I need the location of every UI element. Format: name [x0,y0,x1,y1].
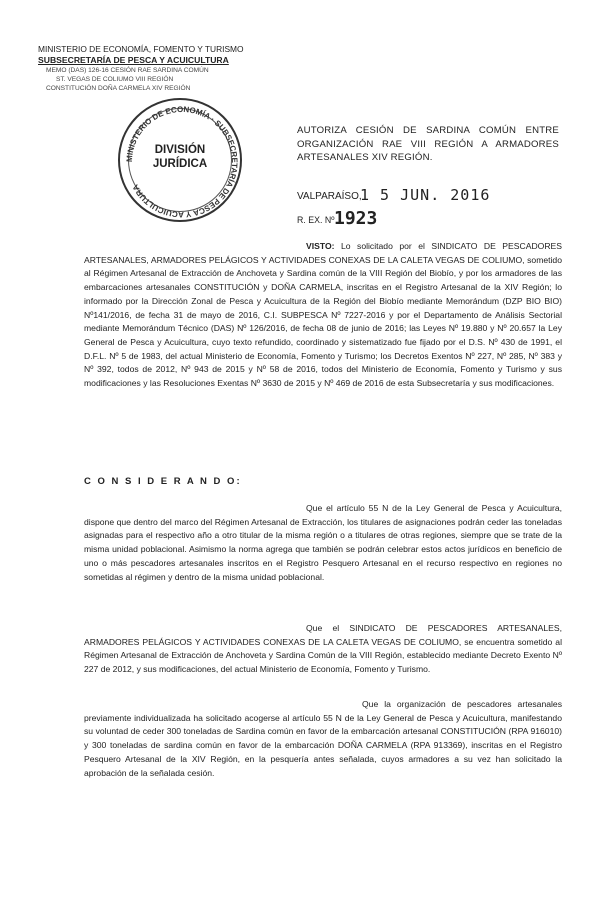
division-juridica-stamp [118,98,242,222]
reference-line-3: CONSTITUCIÓN DOÑA CARMELA XIV REGIÓN [46,85,191,92]
resolution-subject: AUTORIZA CESIÓN DE SARDINA COMÚN ENTRE ORGANIZACIÓN RAE VIII REGIÓN A ARMADORES ARTESANALES XIV REGIÓN. [297,125,559,163]
rex-number: 1923 [334,208,378,229]
letterhead [38,44,244,93]
ministry-name: MINISTERIO DE ECONOMÍA, FOMENTO Y TURISMO [38,44,244,54]
considerando-heading: C O N S I D E R A N D O: [84,476,242,487]
stamp-line-1: DIVISIÓN [154,144,206,156]
paragraph-2-text: Que el SINDICATO DE PESCADORES ARTESANALES, ARMADORES PELÁGICOS Y ACTIVIDADES CONEXAS DE LA CALETA VEGAS DE COLIUMO, se encuentra sometido al Régimen Artesanal de Extracción de Anchoveta y Sardina Común de la VIII Región, establecido mediante Decreto Exento Nº 227 de 2012, y sus modificaciones, del actual Ministerio de Economía, Fomento y Turismo. [84,623,562,675]
subsecretaria-name: SUBSECRETARÍA DE PESCA Y ACUICULTURA [38,55,229,65]
considerando-paragraph-1 [84,502,562,584]
date-stamp: 1 5 JUN. 2016 [360,186,491,204]
visto-text: Lo solicitado por el SINDICATO DE PESCADORES ARTESANALES, ARMADORES PELÁGICOS Y ACTIVIDADES CONEXAS DE LA CALETA VEGAS DE COLIUMO, sometido al Régimen Artesanal de Extracción de Anchoveta y Sardina común de la VIII Región del Biobío, y por los armadores de las embarcaciones artesanales CONSTITUCIÓN y DOÑA CARMELA, inscritas en el Registro Artesanal de la XIV Región; lo informado por la Dirección Zonal de Pesca y Acuicultura de la Región del Biobío mediante Memorándum (DZP BIO BIO) Nº141/2016, de fecha 31 de mayo de 2016, C.I. SUBPESCA Nº 7227-2016 y por el Departamento de Análisis Sectorial mediante Memorándum Técnico (DAS) Nº 126/2016, de fecha 08 de junio de 2016; las Leyes Nº 19.880 y Nº 20.657 la Ley General de Pesca y Acuicultura, cuyo texto refundido, coordinado y sistematizado fue fijado por el D.S. Nº 430 de 1991, el D.F.L. Nº 5 de 1983, del actual Ministerio de Economía, Fomento y Turismo; los Decretos Exentos Nº 227, Nº 285, Nº 383 y Nº 392, todos de 2012, Nº 943 de 2015 y Nº 58 de 2016, todos del Ministerio de Economía, Fomento y Turismo y sus modificaciones y las Resoluciones Exentas Nº 3630 de 2015 y Nº 469 de 2016 de esta Subsecretaría y sus modificaciones. [84,241,562,389]
reference-line-1: MEMO (DAS) 126-16 CESIÓN RAE SARDINA COMÚN [46,67,209,74]
visto-label: VISTO: [306,241,335,251]
stamp-ring-label: MINISTERIO DE ECONOMÍA · SUBSECRETARÍA DE PESCA Y ACUICULTURA [124,104,240,220]
paragraph-3-text: Que la organización de pescadores artesanales previamente individualizada ha solicitado acogerse al artículo 55 N de la Ley General de Pesca y Acuicultura, manifestando su voluntad de ceder 300 toneladas de Sardina común en favor de la embarcación artesanal CONSTITUCIÓN (RPA 916010) y 300 toneladas de sardina común en favor de la embarcación DOÑA CARMELA (RPA 913369), inscritas en el Registro Pesquero Artesanal de la XIV Región, en la pesquería antes señalada, cuyos armadores a su vez han solicitado la aprobación de la señalada cesión. [84,699,562,778]
rex-label: R. EX. Nº [297,215,335,225]
stamp-line-2: JURÍDICA [152,158,208,170]
paragraph-1-text: Que el artículo 55 N de la Ley General de Pesca y Acuicultura, dispone que dentro del marco del Régimen Artesanal de Extracción, los titulares de asignaciones podrán ceder las toneladas asignadas para el respectivo año a otro titular de la misma región o a titulares de otras regiones, siempre que se trate de la misma unidad poblacional. Asimismo la norma agrega que también se podrán celebrar estos actos jurídicos en beneficio de uno o más pescadores artesanales inscritos en el Registro Pesquero Artesanal en el recurso respectivo en regiones no sometidas al régimen y dentro de la misma unidad poblacional. [84,503,562,582]
reference-line-2: ST. VEGAS DE COLIUMO VIII REGIÓN [56,76,174,83]
considerando-paragraph-3 [84,698,562,780]
considerando-paragraph-2 [84,622,562,677]
place-label: VALPARAÍSO, [297,191,362,202]
visto-section [84,240,562,391]
